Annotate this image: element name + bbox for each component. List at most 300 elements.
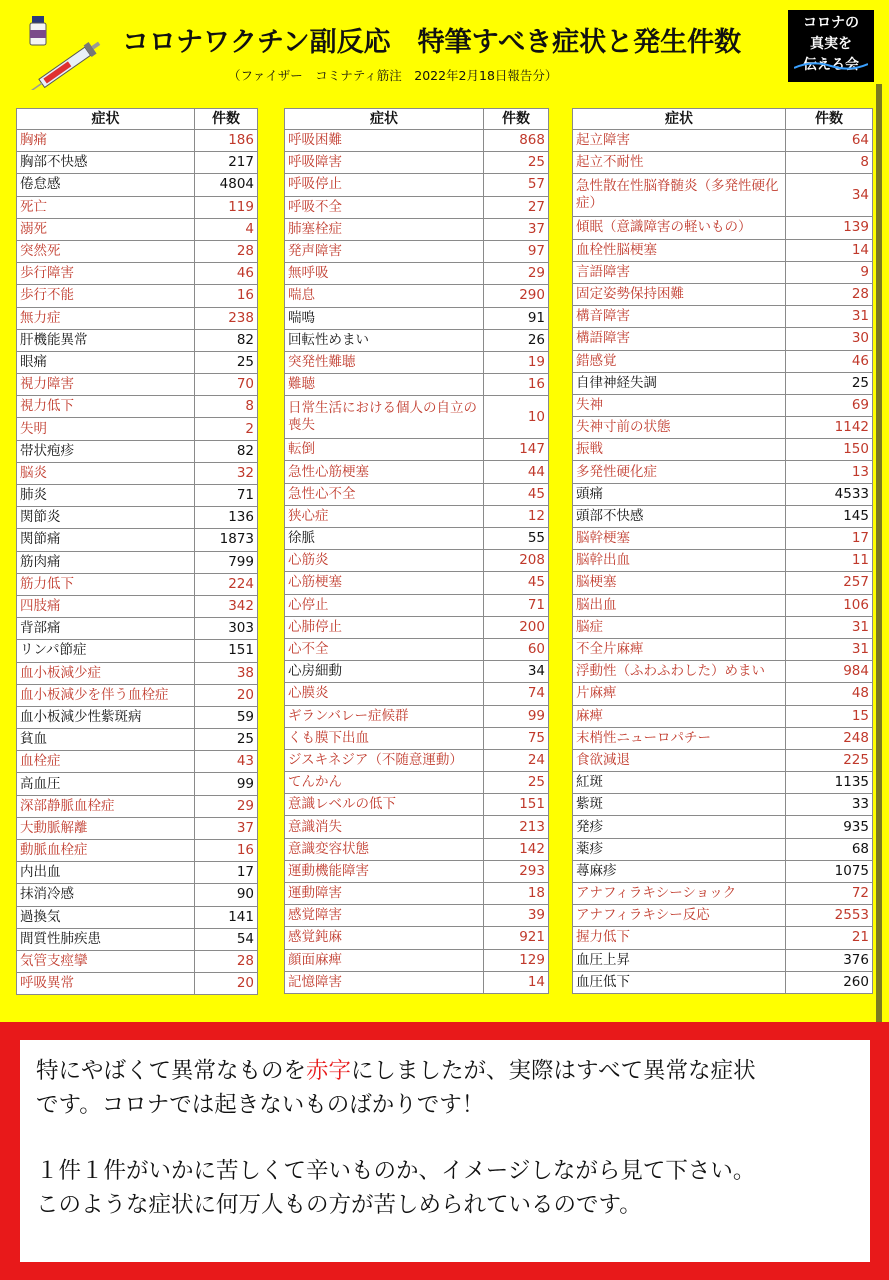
count-cell: 44 xyxy=(484,461,549,483)
symptom-cell: 難聴 xyxy=(285,374,484,396)
symptom-cell: 突然死 xyxy=(17,240,195,262)
symptom-cell: 喘鳴 xyxy=(285,307,484,329)
symptom-cell: 意識レベルの低下 xyxy=(285,794,484,816)
symptom-cell: 心房細動 xyxy=(285,661,484,683)
table-row xyxy=(285,683,549,705)
count-cell: 151 xyxy=(195,640,258,662)
table-row xyxy=(17,152,258,174)
symptom-cell: 深部静脈血栓症 xyxy=(17,795,195,817)
count-cell: 99 xyxy=(195,773,258,795)
notice-line-3: １件１件がいかに苦しくて辛いものか、イメージしながら見て下さい。 xyxy=(36,1158,756,1184)
count-cell: 1075 xyxy=(786,860,873,882)
count-cell: 4804 xyxy=(195,174,258,196)
symptom-cell: 心不全 xyxy=(285,638,484,660)
count-cell: 13 xyxy=(786,461,873,483)
count-cell: 208 xyxy=(484,550,549,572)
table-row xyxy=(573,661,873,683)
table-row xyxy=(285,705,549,727)
table-row xyxy=(17,795,258,817)
count-cell: 147 xyxy=(484,439,549,461)
symptom-cell: 溺死 xyxy=(17,218,195,240)
symptom-cell: 麻痺 xyxy=(573,705,786,727)
symptom-cell: 呼吸困難 xyxy=(285,130,484,152)
count-cell: 151 xyxy=(484,794,549,816)
table-row xyxy=(285,594,549,616)
symptom-cell: 血栓症 xyxy=(17,751,195,773)
count-cell: 82 xyxy=(195,440,258,462)
symptom-cell: 心膜炎 xyxy=(285,683,484,705)
table-row xyxy=(285,240,549,262)
count-cell: 28 xyxy=(786,283,873,305)
count-cell: 139 xyxy=(786,217,873,239)
table-row xyxy=(17,507,258,529)
symptom-cell: 呼吸障害 xyxy=(285,152,484,174)
symptom-cell: 急性心不全 xyxy=(285,483,484,505)
table-row xyxy=(573,772,873,794)
count-cell: 186 xyxy=(195,130,258,152)
symptom-cell: 言語障害 xyxy=(573,261,786,283)
table-row xyxy=(285,329,549,351)
table-row xyxy=(285,949,549,971)
symptom-table-1 xyxy=(16,108,258,995)
table-row xyxy=(17,906,258,928)
count-cell: 71 xyxy=(195,485,258,507)
count-cell: 55 xyxy=(484,528,549,550)
table-row xyxy=(573,860,873,882)
notice-panel xyxy=(0,1022,889,1280)
table-row xyxy=(285,971,549,993)
count-cell: 984 xyxy=(786,661,873,683)
count-cell: 290 xyxy=(484,285,549,307)
symptom-cell: 急性心筋梗塞 xyxy=(285,461,484,483)
symptom-table-3 xyxy=(572,108,873,994)
notice-line-4: このような症状に何万人もの方が苦しめられているのです。 xyxy=(36,1192,642,1218)
symptom-cell: 蕁麻疹 xyxy=(573,860,786,882)
symptom-cell: 日常生活における個人の自立の喪失 xyxy=(285,396,484,439)
table-row xyxy=(573,550,873,572)
symptom-cell: 気管支痙攣 xyxy=(17,950,195,972)
symptom-cell: てんかん xyxy=(285,772,484,794)
symptom-cell: 過換気 xyxy=(17,906,195,928)
count-cell: 82 xyxy=(195,329,258,351)
symptom-cell: 肺塞栓症 xyxy=(285,218,484,240)
notice-box xyxy=(20,1040,870,1262)
table-row xyxy=(285,130,549,152)
symptom-cell: 内出血 xyxy=(17,862,195,884)
count-cell: 200 xyxy=(484,616,549,638)
count-cell: 31 xyxy=(786,616,873,638)
symptom-cell: ギランバレー症候群 xyxy=(285,705,484,727)
count-cell: 27 xyxy=(484,196,549,218)
count-cell: 25 xyxy=(484,772,549,794)
badge-line: コロナの xyxy=(803,15,859,31)
table-row xyxy=(285,483,549,505)
symptom-cell: アナフィラキシーショック xyxy=(573,883,786,905)
symptom-cell: 心筋炎 xyxy=(285,550,484,572)
table-row xyxy=(17,773,258,795)
count-cell: 97 xyxy=(484,240,549,262)
count-cell: 2 xyxy=(195,418,258,440)
count-cell: 4 xyxy=(195,218,258,240)
table-row xyxy=(17,396,258,418)
table-row xyxy=(573,350,873,372)
count-cell: 25 xyxy=(786,372,873,394)
table-row xyxy=(573,971,873,993)
symptom-cell: くも膜下出血 xyxy=(285,727,484,749)
notice-red-word: 赤字 xyxy=(306,1058,352,1084)
symptom-cell: 構語障害 xyxy=(573,328,786,350)
table-row xyxy=(573,705,873,727)
table-row xyxy=(573,328,873,350)
symptom-cell: 回転性めまい xyxy=(285,329,484,351)
table-row xyxy=(17,196,258,218)
count-cell: 25 xyxy=(484,152,549,174)
count-cell: 26 xyxy=(484,329,549,351)
table-row xyxy=(17,595,258,617)
table-row xyxy=(17,551,258,573)
table-row xyxy=(573,949,873,971)
count-cell: 129 xyxy=(484,949,549,971)
count-cell: 46 xyxy=(195,263,258,285)
table-row xyxy=(17,950,258,972)
symptom-cell: 胸部不快感 xyxy=(17,152,195,174)
count-cell: 69 xyxy=(786,394,873,416)
table-row xyxy=(17,174,258,196)
symptom-cell: 狭心症 xyxy=(285,505,484,527)
table-row xyxy=(573,528,873,550)
count-cell: 1142 xyxy=(786,417,873,439)
table-row xyxy=(17,263,258,285)
table-row xyxy=(573,417,873,439)
symptom-cell: 無力症 xyxy=(17,307,195,329)
count-cell: 16 xyxy=(195,840,258,862)
notice-text: にしましたが、実際はすべて異常な症状 xyxy=(351,1058,756,1084)
count-cell: 25 xyxy=(195,729,258,751)
count-cell: 921 xyxy=(484,927,549,949)
table-row xyxy=(285,550,549,572)
symptom-cell: 心停止 xyxy=(285,594,484,616)
symptom-cell: 不全片麻痺 xyxy=(573,638,786,660)
table-row xyxy=(285,152,549,174)
count-cell: 17 xyxy=(786,528,873,550)
count-cell: 10 xyxy=(484,396,549,439)
symptom-cell: 徐脈 xyxy=(285,528,484,550)
table-row xyxy=(573,638,873,660)
symptom-cell: 筋力低下 xyxy=(17,573,195,595)
table-row xyxy=(573,749,873,771)
count-cell: 37 xyxy=(195,817,258,839)
table-row xyxy=(285,505,549,527)
symptom-cell: 頭部不快感 xyxy=(573,505,786,527)
column-header-symptom: 症状 xyxy=(17,109,195,130)
symptom-cell: 倦怠感 xyxy=(17,174,195,196)
column-header-count: 件数 xyxy=(786,109,873,130)
count-cell: 19 xyxy=(484,351,549,373)
table-row xyxy=(17,240,258,262)
symptom-cell: 眼痛 xyxy=(17,351,195,373)
symptom-cell: 振戦 xyxy=(573,439,786,461)
symptom-cell: 関節炎 xyxy=(17,507,195,529)
count-cell: 68 xyxy=(786,838,873,860)
notice-text: 特にやばくて異常なものを xyxy=(36,1058,307,1084)
table-row xyxy=(573,174,873,217)
table-row xyxy=(17,218,258,240)
symptom-cell: 顔面麻痺 xyxy=(285,949,484,971)
table-row xyxy=(17,573,258,595)
table-row xyxy=(285,572,549,594)
symptom-cell: 起立障害 xyxy=(573,130,786,152)
symptom-cell: 血小板減少症 xyxy=(17,662,195,684)
symptom-table-2 xyxy=(284,108,549,994)
count-cell: 14 xyxy=(484,971,549,993)
table-row xyxy=(285,905,549,927)
table-row xyxy=(573,461,873,483)
count-cell: 34 xyxy=(484,661,549,683)
table-row xyxy=(285,638,549,660)
table-row xyxy=(17,973,258,995)
symptom-cell: 脳炎 xyxy=(17,462,195,484)
badge-line: 伝える会 xyxy=(803,57,859,73)
table-row xyxy=(573,505,873,527)
table-row xyxy=(285,218,549,240)
symptom-cell: 血圧上昇 xyxy=(573,949,786,971)
symptom-cell: 頭痛 xyxy=(573,483,786,505)
table-row xyxy=(285,374,549,396)
symptom-cell: 動脈血栓症 xyxy=(17,840,195,862)
notice-line-1 xyxy=(36,1054,854,1088)
table-row xyxy=(17,884,258,906)
table-row xyxy=(573,838,873,860)
symptom-cell: 脳幹出血 xyxy=(573,550,786,572)
symptom-cell: 間質性肺疾患 xyxy=(17,928,195,950)
count-cell: 119 xyxy=(195,196,258,218)
symptom-cell: 運動機能障害 xyxy=(285,860,484,882)
count-cell: 39 xyxy=(484,905,549,927)
wave-icon xyxy=(794,58,868,72)
symptom-cell: 突発性難聴 xyxy=(285,351,484,373)
table-row xyxy=(285,772,549,794)
symptom-cell: 呼吸停止 xyxy=(285,174,484,196)
count-cell: 28 xyxy=(195,240,258,262)
count-cell: 21 xyxy=(786,927,873,949)
symptom-cell: 呼吸異常 xyxy=(17,973,195,995)
symptom-cell: 心筋梗塞 xyxy=(285,572,484,594)
symptom-cell: 傾眠（意識障害の軽いもの） xyxy=(573,217,786,239)
page-title: コロナワクチン副反応 特筆すべき症状と発生件数 xyxy=(122,27,742,58)
table-row xyxy=(285,351,549,373)
symptom-cell: 血小板減少を伴う血栓症 xyxy=(17,684,195,706)
table-row xyxy=(17,640,258,662)
table-row xyxy=(17,751,258,773)
symptom-cell: 血栓性脳梗塞 xyxy=(573,239,786,261)
count-cell: 25 xyxy=(195,351,258,373)
table-row xyxy=(17,928,258,950)
count-cell: 213 xyxy=(484,816,549,838)
symptom-cell: 意識消失 xyxy=(285,816,484,838)
symptom-cell: 歩行不能 xyxy=(17,285,195,307)
table-row xyxy=(573,239,873,261)
page-subtitle: （ファイザー コミナティ筋注 2022年2月18日報告分） xyxy=(228,68,558,83)
count-cell: 17 xyxy=(195,862,258,884)
count-cell: 868 xyxy=(484,130,549,152)
table-row xyxy=(17,374,258,396)
symptom-cell: 運動障害 xyxy=(285,883,484,905)
count-cell: 1873 xyxy=(195,529,258,551)
count-cell: 106 xyxy=(786,594,873,616)
symptom-cell: 胸痛 xyxy=(17,130,195,152)
count-cell: 59 xyxy=(195,706,258,728)
table-row xyxy=(17,351,258,373)
symptom-cell: 構音障害 xyxy=(573,306,786,328)
count-cell: 136 xyxy=(195,507,258,529)
symptom-cell: 抹消冷感 xyxy=(17,884,195,906)
table-row xyxy=(285,927,549,949)
symptom-cell: 脳症 xyxy=(573,616,786,638)
table-row xyxy=(285,528,549,550)
symptom-cell: 肺炎 xyxy=(17,485,195,507)
count-cell: 37 xyxy=(484,218,549,240)
count-cell: 376 xyxy=(786,949,873,971)
count-cell: 224 xyxy=(195,573,258,595)
symptom-cell: 紅斑 xyxy=(573,772,786,794)
count-cell: 29 xyxy=(195,795,258,817)
count-cell: 57 xyxy=(484,174,549,196)
symptom-cell: 急性散在性脳脊髄炎（多発性硬化症） xyxy=(573,174,786,217)
symptom-cell: 紫斑 xyxy=(573,794,786,816)
count-cell: 29 xyxy=(484,263,549,285)
table-row xyxy=(17,462,258,484)
symptom-cell: 視力低下 xyxy=(17,396,195,418)
count-cell: 48 xyxy=(786,683,873,705)
table-row xyxy=(285,461,549,483)
symptom-cell: 薬疹 xyxy=(573,838,786,860)
table-row xyxy=(573,439,873,461)
table-row xyxy=(573,283,873,305)
count-cell: 4533 xyxy=(786,483,873,505)
count-cell: 31 xyxy=(786,638,873,660)
table-row xyxy=(17,440,258,462)
count-cell: 34 xyxy=(786,174,873,217)
count-cell: 225 xyxy=(786,749,873,771)
count-cell: 238 xyxy=(195,307,258,329)
symptom-cell: 視力障害 xyxy=(17,374,195,396)
header xyxy=(0,0,889,100)
table-row xyxy=(573,152,873,174)
count-cell: 150 xyxy=(786,439,873,461)
table-row xyxy=(573,905,873,927)
count-cell: 145 xyxy=(786,505,873,527)
count-cell: 260 xyxy=(786,971,873,993)
count-cell: 11 xyxy=(786,550,873,572)
count-cell: 64 xyxy=(786,130,873,152)
table-row xyxy=(573,217,873,239)
count-cell: 30 xyxy=(786,328,873,350)
count-cell: 342 xyxy=(195,595,258,617)
count-cell: 293 xyxy=(484,860,549,882)
symptom-cell: 四肢痛 xyxy=(17,595,195,617)
symptom-cell: 呼吸不全 xyxy=(285,196,484,218)
table-row xyxy=(17,329,258,351)
count-cell: 74 xyxy=(484,683,549,705)
count-cell: 38 xyxy=(195,662,258,684)
table-row xyxy=(17,840,258,862)
table-row xyxy=(285,838,549,860)
count-cell: 142 xyxy=(484,838,549,860)
table-row xyxy=(573,261,873,283)
badge-line: 真実を xyxy=(810,36,852,52)
count-cell: 8 xyxy=(786,152,873,174)
table-row xyxy=(285,196,549,218)
symptom-cell: 大動脈解離 xyxy=(17,817,195,839)
table-row xyxy=(573,727,873,749)
count-cell: 248 xyxy=(786,727,873,749)
symptom-cell: 脳幹梗塞 xyxy=(573,528,786,550)
symptom-cell: アナフィラキシー反応 xyxy=(573,905,786,927)
table-row xyxy=(285,883,549,905)
count-cell: 1135 xyxy=(786,772,873,794)
symptom-cell: 感覚障害 xyxy=(285,905,484,927)
count-cell: 46 xyxy=(786,350,873,372)
table-row xyxy=(285,860,549,882)
table-row xyxy=(285,616,549,638)
count-cell: 15 xyxy=(786,705,873,727)
symptom-cell: 脳梗塞 xyxy=(573,572,786,594)
right-edge-bar xyxy=(876,84,882,1024)
count-cell: 28 xyxy=(195,950,258,972)
table-row xyxy=(573,816,873,838)
column-header-count: 件数 xyxy=(195,109,258,130)
table-row xyxy=(17,485,258,507)
count-cell: 32 xyxy=(195,462,258,484)
count-cell: 70 xyxy=(195,374,258,396)
count-cell: 16 xyxy=(484,374,549,396)
table-row xyxy=(573,883,873,905)
table-row xyxy=(573,572,873,594)
table-row xyxy=(285,816,549,838)
symptom-cell: 筋肉痛 xyxy=(17,551,195,573)
table-row xyxy=(17,729,258,751)
count-cell: 217 xyxy=(195,152,258,174)
count-cell: 9 xyxy=(786,261,873,283)
count-cell: 20 xyxy=(195,684,258,706)
count-cell: 14 xyxy=(786,239,873,261)
table-row xyxy=(17,130,258,152)
symptom-cell: 心肺停止 xyxy=(285,616,484,638)
symptom-cell: 浮動性（ふわふわした）めまい xyxy=(573,661,786,683)
symptom-cell: 血小板減少性紫斑病 xyxy=(17,706,195,728)
count-cell: 141 xyxy=(195,906,258,928)
symptom-cell: 死亡 xyxy=(17,196,195,218)
count-cell: 16 xyxy=(195,285,258,307)
count-cell: 18 xyxy=(484,883,549,905)
symptom-cell: ジスキネジア（不随意運動） xyxy=(285,749,484,771)
symptom-cell: 転倒 xyxy=(285,439,484,461)
symptom-cell: 失神 xyxy=(573,394,786,416)
table-row xyxy=(17,862,258,884)
symptom-cell: 肝機能異常 xyxy=(17,329,195,351)
count-cell: 99 xyxy=(484,705,549,727)
count-cell: 45 xyxy=(484,572,549,594)
symptom-cell: 喘息 xyxy=(285,285,484,307)
count-cell: 31 xyxy=(786,306,873,328)
count-cell: 24 xyxy=(484,749,549,771)
symptom-cell: 高血圧 xyxy=(17,773,195,795)
table-row xyxy=(285,727,549,749)
table-row xyxy=(573,594,873,616)
symptom-cell: 自律神経失調 xyxy=(573,372,786,394)
symptom-cell: 握力低下 xyxy=(573,927,786,949)
count-cell: 71 xyxy=(484,594,549,616)
